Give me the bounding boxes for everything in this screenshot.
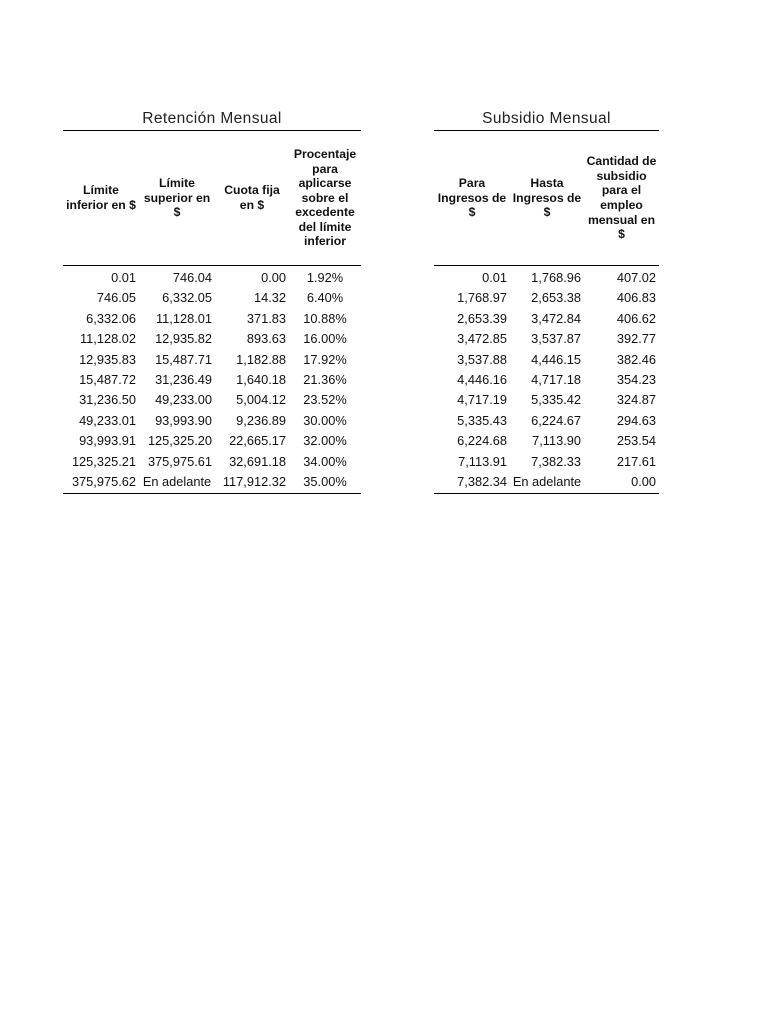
cell-cuota-fija: 371.83 — [246, 310, 286, 326]
cell-hasta-ingresos: 4,717.18 — [531, 371, 581, 387]
cell-hasta-ingresos: 6,224.67 — [531, 412, 581, 428]
cell-limite-superior: 12,935.82 — [155, 331, 212, 347]
table-row — [434, 452, 659, 472]
subsidio-table — [434, 108, 659, 494]
cell-hasta-ingresos: 3,472.84 — [531, 310, 581, 326]
cell-hasta-ingresos: 7,113.90 — [532, 433, 581, 449]
retencion-header-rule — [63, 265, 361, 266]
cell-hasta-ingresos: 1,768.96 — [531, 270, 581, 285]
table-row — [63, 411, 361, 431]
cell-para-ingresos: 6,224.68 — [457, 433, 507, 449]
cell-cantidad-subsidio: 354.23 — [616, 371, 656, 387]
retencion-title: Retención Mensual — [142, 110, 282, 127]
cell-limite-inferior: 0.01 — [111, 270, 136, 285]
table-row — [434, 390, 659, 410]
cell-para-ingresos: 0.01 — [482, 270, 507, 285]
table-row — [63, 350, 361, 370]
cell-limite-superior: 125,325.20 — [147, 433, 212, 449]
cell-cantidad-subsidio: 406.83 — [616, 290, 656, 306]
table-row — [63, 452, 361, 472]
cell-para-ingresos: 4,446.16 — [457, 371, 507, 387]
table-row — [434, 309, 659, 329]
cell-cuota-fija: 14.32 — [253, 290, 286, 306]
cell-para-ingresos: 7,113.91 — [458, 453, 507, 469]
table-row — [434, 288, 659, 308]
cell-porcentaje: 16.00% — [303, 331, 347, 347]
cell-porcentaje: 35.00% — [303, 473, 347, 489]
cell-cantidad-subsidio: 217.61 — [616, 453, 656, 469]
cell-cuota-fija: 5,004.12 — [236, 392, 286, 408]
cell-limite-superior: 31,236.49 — [155, 371, 212, 387]
subsidio-bottom-rule — [434, 493, 659, 494]
table-row — [434, 431, 659, 451]
cell-limite-inferior: 93,993.91 — [79, 433, 136, 449]
cell-para-ingresos: 7,382.34 — [457, 473, 507, 489]
cell-limite-superior: 746.04 — [172, 270, 212, 285]
table-row — [434, 268, 659, 288]
cell-porcentaje: 30.00% — [303, 412, 347, 428]
cell-porcentaje: 17.92% — [303, 351, 347, 367]
cell-porcentaje: 34.00% — [303, 453, 347, 469]
cell-cuota-fija: 0.00 — [261, 270, 286, 285]
cell-limite-inferior: 6,332.06 — [86, 310, 136, 326]
cell-cantidad-subsidio: 407.02 — [616, 270, 656, 285]
cell-para-ingresos: 3,472.85 — [457, 331, 507, 347]
header-hasta-ingresos: Hasta Ingresos de $ — [512, 176, 582, 220]
cell-para-ingresos: 1,768.97 — [457, 290, 507, 306]
cell-cantidad-subsidio: 324.87 — [616, 392, 656, 408]
subsidio-title: Subsidio Mensual — [482, 110, 611, 127]
cell-hasta-ingresos: En adelante — [512, 473, 582, 489]
table-row — [63, 370, 361, 390]
cell-porcentaje: 21.36% — [303, 371, 347, 387]
table-row — [63, 390, 361, 410]
header-cantidad-subsidio: Cantidad de subsidio para el empleo mensual en $ — [586, 154, 657, 242]
cell-cuota-fija: 893.63 — [246, 331, 286, 347]
cell-cantidad-subsidio: 294.63 — [616, 412, 656, 428]
cell-limite-superior: 93,993.90 — [155, 412, 212, 428]
cell-limite-superior: 11,128.01 — [156, 310, 212, 326]
cell-limite-superior: 15,487.71 — [155, 351, 212, 367]
cell-cuota-fija: 32,691.18 — [229, 453, 286, 469]
cell-hasta-ingresos: 3,537.87 — [531, 331, 581, 347]
header-cuota-fija: Cuota fija en $ — [224, 183, 280, 212]
cell-para-ingresos: 2,653.39 — [457, 310, 507, 326]
cell-cuota-fija: 1,182.88 — [236, 351, 286, 367]
retencion-header-row — [63, 131, 361, 265]
cell-cantidad-subsidio: 382.46 — [616, 351, 656, 367]
retencion-body — [63, 268, 361, 492]
cell-limite-superior: 49,233.00 — [155, 392, 212, 408]
cell-cuota-fija: 9,236.89 — [236, 412, 286, 428]
table-row — [63, 472, 361, 492]
retencion-table — [63, 108, 361, 494]
cell-limite-superior: 6,332.05 — [162, 290, 212, 306]
cell-limite-inferior: 49,233.01 — [79, 412, 136, 428]
header-limite-superior: Límite superior en $ — [143, 176, 211, 220]
table-row — [63, 329, 361, 349]
cell-limite-inferior: 12,935.83 — [79, 351, 136, 367]
subsidio-body — [434, 268, 659, 492]
header-para-ingresos: Para Ingresos de $ — [437, 176, 507, 220]
cell-hasta-ingresos: 2,653.38 — [531, 290, 581, 306]
cell-limite-inferior: 375,975.62 — [71, 473, 136, 489]
cell-limite-superior: En adelante — [142, 473, 212, 489]
cell-hasta-ingresos: 7,382.33 — [531, 453, 581, 469]
cell-limite-inferior: 746.05 — [96, 290, 136, 306]
table-row — [63, 268, 361, 288]
subsidio-header-row — [434, 131, 659, 265]
table-row — [63, 431, 361, 451]
cell-porcentaje: 1.92% — [306, 270, 344, 285]
cell-porcentaje: 23.52% — [303, 392, 347, 408]
cell-limite-inferior: 11,128.02 — [80, 331, 136, 347]
table-row — [63, 288, 361, 308]
header-porcentaje: Procentaje para aplicarse sobre el excedente del límite inferior — [293, 146, 357, 249]
cell-cuota-fija: 1,640.18 — [236, 371, 286, 387]
cell-cuota-fija: 22,665.17 — [229, 433, 286, 449]
cell-cantidad-subsidio: 253.54 — [616, 433, 656, 449]
table-row — [434, 329, 659, 349]
cell-porcentaje: 6.40% — [306, 290, 344, 306]
subsidio-header-rule — [434, 265, 659, 266]
cell-limite-inferior: 31,236.50 — [79, 392, 136, 408]
table-row — [63, 309, 361, 329]
table-row — [434, 370, 659, 390]
cell-porcentaje: 10.88% — [303, 310, 347, 326]
cell-cantidad-subsidio: 392.77 — [616, 331, 656, 347]
cell-limite-superior: 375,975.61 — [147, 453, 212, 469]
cell-cantidad-subsidio: 0.00 — [631, 473, 656, 489]
cell-limite-inferior: 15,487.72 — [79, 371, 136, 387]
table-row — [434, 472, 659, 492]
cell-hasta-ingresos: 4,446.15 — [531, 351, 581, 367]
cell-porcentaje: 32.00% — [303, 433, 347, 449]
retencion-bottom-rule — [63, 493, 361, 494]
cell-hasta-ingresos: 5,335.42 — [531, 392, 581, 408]
cell-cuota-fija: 117,912.32 — [222, 473, 286, 489]
cell-para-ingresos: 5,335.43 — [457, 412, 507, 428]
cell-limite-inferior: 125,325.21 — [71, 453, 136, 469]
cell-para-ingresos: 4,717.19 — [457, 392, 507, 408]
cell-para-ingresos: 3,537.88 — [457, 351, 507, 367]
cell-cantidad-subsidio: 406.62 — [616, 310, 656, 326]
table-row — [434, 411, 659, 431]
table-row — [434, 350, 659, 370]
header-limite-inferior: Límite inferior en $ — [66, 183, 136, 212]
